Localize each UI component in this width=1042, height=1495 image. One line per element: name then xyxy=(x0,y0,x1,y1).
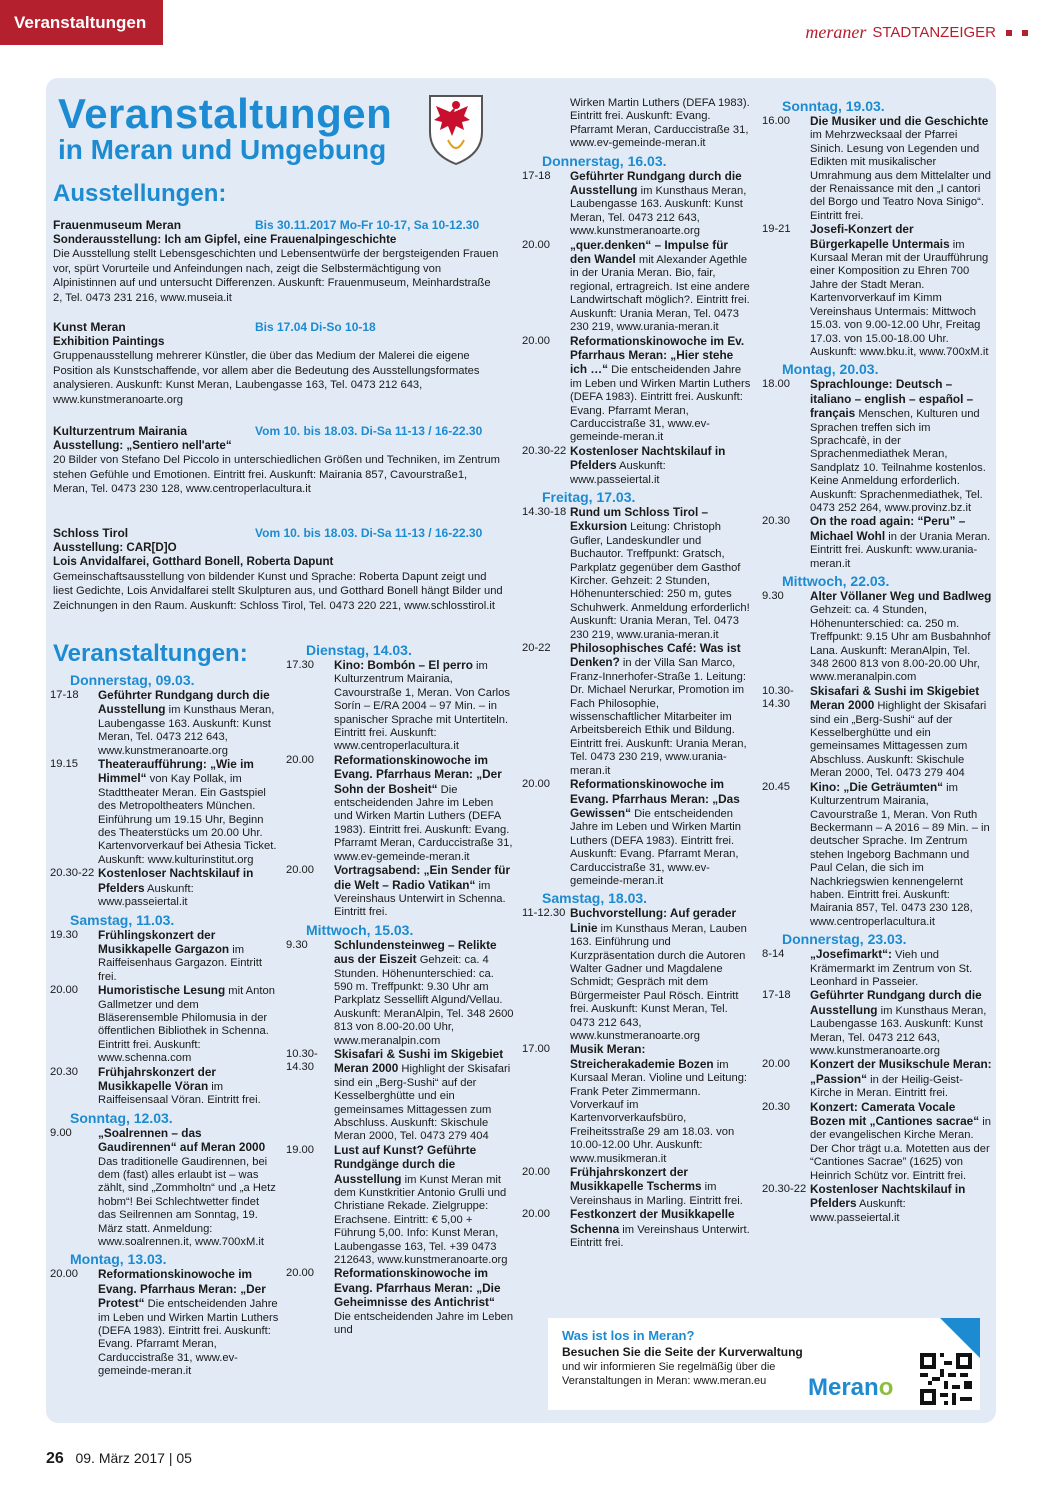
event-title: Skisafari & Sushi im Skigebiet Meran 2000 xyxy=(810,683,980,713)
page-footer xyxy=(46,1450,192,1468)
events-column-1 xyxy=(50,670,280,1379)
event-description xyxy=(570,1208,752,1250)
events-column-2 xyxy=(286,640,514,1338)
issue-date: 09. März 2017 | 05 xyxy=(75,1450,192,1466)
event-item xyxy=(762,223,992,359)
promo-box[interactable] xyxy=(548,1318,980,1410)
event-description xyxy=(570,642,752,778)
event-details: im Kursaal Meran. Violine und Leitung: Frank Peter Zimmermann. Vorverkauf im Kartenvorverkaufsbüro, Freiheitsstraße 29 am 18.03. von 10.00-12.00 Uhr. Auskunft: www.musikmeran.it xyxy=(570,1058,748,1165)
page-title: Veranstaltungen xyxy=(58,90,393,137)
event-title: Reformationskinowoche im Evang. Pfarrhaus Meran: „Die Geheimnisse des Antichrist“ xyxy=(334,1266,501,1310)
event-description xyxy=(810,948,992,989)
event-description xyxy=(98,929,280,985)
event-description xyxy=(570,506,752,642)
event-item xyxy=(286,1267,514,1337)
day-heading: Sonntag, 19.03. xyxy=(782,98,885,114)
exhibitions-heading: Ausstellungen: xyxy=(53,180,227,207)
event-item xyxy=(522,642,752,778)
exhibition-subtitle: Sonderausstellung: Ich am Gipfel, eine Frauenalpingeschichte xyxy=(53,232,397,246)
event-title: Festkonzert der Musikkapelle Schenna xyxy=(570,1207,735,1236)
event-title: Buchvorstellung: Auf gerader Linie xyxy=(570,906,737,935)
event-details: Menschen, Kulturen und Sprachen treffen sich im Sprachcafè, in der Sprachenmediathek Meran, Sandplatz 10. Teilnahme kostenlos. Keine Anmeldung erforderlich. Auskunft: Sprachenmediathek, Tel. 0473 252 264, www.provinz.bz.it xyxy=(810,408,986,514)
event-item xyxy=(50,1127,280,1250)
exhibition-entry xyxy=(53,526,503,613)
event-description xyxy=(334,1144,514,1268)
event-details: Highlight der Skisafari sind ein „Berg-Sushi“ auf der Kesselberghütte und ein gemeinsames Mittagessen zum Abschluss. Auskunft: Skischule Meran 2000, Tel. 0473 279 404 xyxy=(334,1063,511,1143)
event-description xyxy=(810,1058,992,1100)
event-details: Auskunft: www.passeiertal.it xyxy=(570,460,666,486)
promo-text: und wir informieren Sie regelmäßig über die Veranstaltungen in Meran: www.meran.eu xyxy=(562,1361,776,1387)
event-description xyxy=(334,659,514,754)
event-item xyxy=(762,1058,992,1100)
event-description xyxy=(98,1268,280,1378)
event-description xyxy=(810,378,992,515)
exhibition-subtitle: Lois Anvidalfarei, Gotthard Bonell, Roberta Dapunt xyxy=(53,555,334,568)
event-details: Auskunft: www.passeiertal.it xyxy=(810,1198,906,1224)
event-time: 20.30 xyxy=(762,515,790,528)
event-title: „Soalrennen – das Gaudirennen“ auf Meran 2000 xyxy=(98,1125,266,1155)
exhibition-entry xyxy=(53,218,503,305)
event-time: 9.30 xyxy=(762,590,784,602)
exhibition-date: Vom 10. bis 18.03. Di-Sa 11-13 / 16-22.30 xyxy=(255,526,483,540)
event-details: Leitung: Christoph Gufler, Landeskundler und Buchautor. Treffpunkt: Gratsch, Parkplatz gegenüber dem Gasthof Kircher. Gehzeit: 2 Stunden, Höhenunterschied: 250 m, gutes Schuhwerk. Anmeldung erforderlich! Auskunft: Urania Meran, Tel. 0473 230 219, www.urania-meran.it xyxy=(570,521,750,641)
event-details: im Vereinshaus Unterwirt. Eintritt frei. xyxy=(570,1223,750,1250)
event-item xyxy=(286,864,514,920)
event-time: 19.15 xyxy=(50,758,78,771)
event-title: Reformationskinowoche im Evang. Pfarrhaus Meran: „Der Protest“ xyxy=(98,1267,266,1311)
event-description xyxy=(810,1101,992,1183)
event-description xyxy=(810,590,992,685)
event-description xyxy=(570,170,752,239)
event-title: Geführter Rundgang durch die Ausstellung xyxy=(810,988,982,1017)
event-time: 20.00 xyxy=(286,753,314,766)
event-time: 17.00 xyxy=(522,1043,550,1056)
event-description xyxy=(98,1127,280,1250)
event-details: im Vereinshaus in Marling. Eintritt frei. xyxy=(570,1181,743,1207)
event-details: Die entscheidenden Jahre im Leben und Wirken Martin Luthers (DEFA 1983). Eintritt frei. Auskunft: Evang. Pfarramt Meran, Carduccistraße 31, www.ev-gemeinde-meran.it xyxy=(570,807,741,887)
event-description xyxy=(570,96,752,151)
event-item xyxy=(522,778,752,888)
page-subtitle: in Meran und Umgebung xyxy=(58,134,387,165)
event-item xyxy=(522,239,752,335)
event-title: Kostenloser Nachtskilauf in Pfelders xyxy=(570,443,726,473)
day-heading: Montag, 13.03. xyxy=(70,1251,167,1268)
day-heading: Mittwoch, 15.03. xyxy=(306,921,414,938)
event-item xyxy=(762,989,992,1058)
event-time: 19.30 xyxy=(50,928,78,941)
event-item xyxy=(762,1183,992,1225)
event-time: 14.30-18 xyxy=(522,505,567,518)
event-title: Sprachlounge: Deutsch – italiano – english – español – français xyxy=(810,377,974,421)
event-details: Wirken Martin Luthers (DEFA 1983). Eintritt frei. Auskunft: Evang. Pfarramt Meran, Carduccistraße 31, www.ev-gemeinde-meran.it xyxy=(570,97,750,150)
event-item xyxy=(522,1043,752,1166)
day-heading: Freitag, 17.03. xyxy=(542,488,636,505)
event-details: im Raiffeisenhaus Gargazon. Eintritt frei. xyxy=(98,943,262,983)
event-details: Highlight der Skisafari sind ein „Berg-Sushi“ auf der Kesselberghütte und ein gemeinsames Mittagessen zum Abschluss. Auskunft: Skischule Meran 2000, Tel. 0473 279 404 xyxy=(810,700,987,780)
event-title: Geführter Rundgang durch die Ausstellung xyxy=(98,688,270,717)
event-description xyxy=(570,778,752,888)
event-description xyxy=(810,1183,992,1225)
event-details: Die entscheidenden Jahre im Leben und Wirken Martin Luthers (DEFA 1983). Eintritt frei. Auskunft: Evang. Pfarramt Meran, Carduccistraße 31, www.ev-gemeinde-meran.it xyxy=(334,783,513,863)
event-item xyxy=(50,1066,280,1108)
event-time: 20.00 xyxy=(522,334,550,347)
event-details: im Kursaal Meran mit der Uraufführung einer Komposition zu Ehren 700 Jahre der Stadt Meran. Kartenvorverkauf im Kimm Vereinshaus Untermais: Mittwoch 15.03. von 9.00-12.00 Uhr, Freitag 17.03. von 15.00-18.00 Uhr. Auskunft: www.bku.it, www.700xM.it xyxy=(810,238,989,358)
event-title: Reformationskinowoche im Evang. Pfarrhaus Meran: „Der Sohn der Bosheit“ xyxy=(334,752,502,796)
event-details: Gehzeit: ca. 4 Stunden. Höhenunterschied: ca. 590 m. Treffpunkt: 9.30 Uhr am Parkplatz Sessellift Algund/Vellau. Auskunft: MeranAlpin, Tel. 348 2600 813 von 8.00-20.00 Uhr, www.meranalpin.com xyxy=(334,954,514,1047)
day-heading: Montag, 20.03. xyxy=(782,361,879,378)
event-time: 9.30 xyxy=(286,938,308,951)
event-description xyxy=(570,445,752,487)
events-column-3 xyxy=(522,96,752,1251)
event-item xyxy=(762,590,992,685)
day-heading: Sonntag, 12.03. xyxy=(70,1109,173,1126)
exhibition-subtitle: Exhibition Paintings xyxy=(53,334,165,348)
event-item xyxy=(522,907,752,1043)
event-item xyxy=(762,1101,992,1183)
event-title: Konzert: Camerata Vocale Bozen mit „Cantiones sacrae“ xyxy=(810,1099,980,1129)
event-item xyxy=(762,378,992,515)
event-title: Rund um Schloss Tirol – Exkursion xyxy=(570,504,709,534)
event-details: Das traditionelle Gaudirennen, bei dem (fast) alles erlaubt ist – was zählt, sind „Zommholtn“ und „a Hetz hobm“! Bei Schlechtwetter findet das Seilrennen am Sonntag, 19. März statt. Anmeldung: www.soalrennen.it, www.700xM.it xyxy=(98,1155,276,1249)
event-title: Humoristische Lesung xyxy=(98,983,226,998)
event-details: Auskunft: www.passeiertal.it xyxy=(98,882,194,909)
event-description xyxy=(570,239,752,335)
event-title: Josefi-Konzert der Bürgerkapelle Untermais xyxy=(810,222,950,251)
event-details: mit Alexander Agethle in der Urania Meran. Bio, fair, regional, ertragreich. Ist eine andere Landwirtschaft möglich?. Eintritt frei. Auskunft: Urania Meran, Tel. 0473 230 219, www.urania-meran.it xyxy=(570,254,750,334)
event-time: 20.00 xyxy=(50,984,78,997)
event-time: 17-18 xyxy=(762,989,791,1002)
event-time: 20.30-22 xyxy=(50,867,95,880)
event-time xyxy=(522,96,570,151)
promo-question: Was ist los in Meran? xyxy=(562,1328,695,1343)
brand-subname: STADTANZEIGER xyxy=(872,24,996,41)
event-time: 20.00 xyxy=(286,1267,314,1280)
event-details: im Kunsthaus Meran, Laubengasse 163. Auskunft: Kunst Meran, Tel. 0473 212 643, www.kunstmeranoarte.org xyxy=(570,185,747,238)
event-details: im Kunsthaus Meran, Laubengasse 163. Auskunft: Kunst Meran, Tel. 0473 212 643, www.kunstmeranoarte.org xyxy=(810,1004,987,1057)
event-details: mit Anton Gallmetzer und dem Bläserensemble Philomusia in der öffentlichen Bibliothek in Schenna. Eintritt frei. Auskunft: www.schenna.com xyxy=(98,985,275,1065)
event-description xyxy=(98,984,280,1065)
event-item xyxy=(286,939,514,1048)
event-item xyxy=(50,1268,280,1378)
event-description xyxy=(570,1043,752,1166)
event-item xyxy=(50,929,280,985)
event-details: Gehzeit: ca. 4 Stunden, Höhenunterschied: ca. 250 m. Treffpunkt: 9.15 Uhr am Busbahnhof Lana. Auskunft: MeranAlpin, Tel. 348 2600 813 von 8.00-20.00 Uhr, www.meranalpin.com xyxy=(810,604,991,684)
day-heading: Donnerstag, 16.03. xyxy=(542,152,667,169)
event-time: 10.30-14.30 xyxy=(286,1047,318,1074)
event-details: in der Urania Meran. Eintritt frei. Auskunft: www.urania-meran.it xyxy=(810,530,991,570)
event-item xyxy=(762,115,992,223)
day-heading: Samstag, 18.03. xyxy=(542,890,648,907)
logo-text: Meran xyxy=(808,1374,879,1401)
event-time: 20.30-22 xyxy=(522,444,567,457)
brand-name: meraner xyxy=(805,22,867,42)
event-time: 20.00 xyxy=(286,864,314,877)
event-details: Die entscheidenden Jahre im Leben und Wirken Martin Luthers (DEFA 1983). Eintritt frei. Auskunft: Evang. Pfarramt Meran, Carduccistraße 31, www.ev-gemeinde-meran.it xyxy=(98,1298,279,1378)
event-time: 20.00 xyxy=(522,778,550,791)
event-time: 19.00 xyxy=(286,1143,314,1156)
event-title: Geführter Rundgang durch die Ausstellung xyxy=(570,168,742,198)
day-heading: Donnerstag, 23.03. xyxy=(782,931,907,948)
event-description xyxy=(334,864,514,920)
event-item xyxy=(522,96,752,151)
event-description xyxy=(810,515,992,571)
event-time: 20.30 xyxy=(50,1065,78,1078)
event-item xyxy=(286,659,514,754)
event-time: 17-18 xyxy=(50,689,79,701)
day-heading: Donnerstag, 09.03. xyxy=(70,672,195,688)
events-column-4 xyxy=(762,96,992,1225)
event-title: Frühjahrskonzert der Musikkapelle Vöran xyxy=(98,1064,216,1093)
event-title: Kostenloser Nachtskilauf in Pfelders xyxy=(98,866,254,895)
event-time: 20.30-22 xyxy=(762,1183,807,1196)
events-heading: Veranstaltungen: xyxy=(53,640,248,667)
event-title: Konzert der Musikschule Meran: „Passion“ xyxy=(810,1057,992,1086)
event-description xyxy=(570,1166,752,1208)
event-details: von Kay Pollak, im Stadttheater Meran. Ein Gastspiel des Metropoltheaters München. Einführung um 19.15 Uhr, Beginn des Theaterstücks um 20.00 Uhr. Kartenvorverkauf bei Athesia Ticket. Auskunft: www.kulturinstitut.org xyxy=(98,773,277,866)
event-item xyxy=(762,515,992,571)
event-time: 20.00 xyxy=(762,1058,790,1071)
brand-square-icon xyxy=(1006,30,1012,36)
event-time: 20-22 xyxy=(522,642,551,655)
qr-code-icon[interactable] xyxy=(920,1353,972,1405)
event-title: Alter Völlaner Weg und Badlweg xyxy=(810,589,992,603)
event-details: in der evangelischen Kirche Meran. Der Chor trägt u.a. Motetten aus der “Cantiones Sacrae” (1625) von Heinrich Schütz vor. Eintritt frei. xyxy=(810,1116,991,1182)
event-description xyxy=(810,115,992,223)
event-time: 20.45 xyxy=(762,780,790,793)
event-description xyxy=(98,689,280,758)
exhibition-text: Gemeinschaftsausstellung von bildender Kunst und Sprache: Roberta Dapunt zeigt und liest Gedichte, Lois Anvidalfarei stellt Skulpturen aus, und Gotthard Bonell hängt Bilder und Zeichnungen in den Raum. Auskunft: Schloss Tirol, Tel. 0473 220 221, www.schlosstirol.it xyxy=(53,570,503,612)
event-title: On the road again: “Peru” – Michael Wohl xyxy=(810,514,966,543)
event-title: Frühjahrskonzert der Musikkapelle Tscherms xyxy=(570,1165,702,1194)
event-item xyxy=(286,754,514,864)
tyrol-eagle-crest-icon xyxy=(426,92,486,166)
event-details: Die entscheidenden Jahre im Leben und Wirken Martin Luthers (DEFA 1983). Eintritt frei. Auskunft: Evang. Pfarramt Meran, Carduccistraße 31, www.ev-gemeinde-meran.it xyxy=(570,364,751,444)
exhibition-title: Kunst Meran xyxy=(53,320,126,334)
event-details: im Raiffeisensaal Vöran. Eintritt frei. xyxy=(98,1080,261,1107)
event-item xyxy=(522,335,752,445)
exhibition-text: 20 Bilder von Stefano Del Piccolo in unterschiedlichen Größen und Techniken, im Zentrum stehen Gefühle und Emotionen. Eintritt frei. Auskunft: Mairania 857, Cavourstraße1, Meran, Tel. 0473 230 128, www.centroperlacultura.it xyxy=(53,454,500,495)
day-heading: Dienstag, 14.03. xyxy=(306,642,412,658)
event-description xyxy=(334,939,514,1048)
merano-logo xyxy=(808,1374,893,1402)
event-details: Vieh und Krämermarkt im Zentrum von St. Leonhard in Passeier. xyxy=(810,949,973,988)
event-details: im Kunsthaus Meran, Laubengasse 163. Auskunft: Kunst Meran, Tel. 0473 212 643, www.kunstmeranoarte.org xyxy=(98,704,275,757)
event-item xyxy=(762,948,992,989)
event-title: Lust auf Kunst? Geführte Rundgänge durch die Ausstellung xyxy=(334,1142,477,1186)
event-details: im Kunsthaus Meran, Lauben 163. Einführung und Kurzpräsentation durch die Autoren Walter Gadner und Magdalene Schmidt; Gespräch mit dem Bürgermeister Paul Rösch. Eintritt frei. Auskunft: Kunst Meran, Tel. 0473 212 643, www.kunstmeranoarte.org xyxy=(570,922,747,1042)
exhibition-title: Schloss Tirol xyxy=(53,526,129,540)
event-item xyxy=(762,685,992,781)
event-item xyxy=(522,1166,752,1208)
event-time: 17-18 xyxy=(522,169,551,182)
event-title: Theateraufführung: „Wie im Himmel“ xyxy=(98,757,254,786)
event-description xyxy=(334,754,514,864)
event-time: 20.00 xyxy=(522,1166,550,1179)
exhibition-title: Frauenmuseum Meran xyxy=(53,218,182,232)
event-time: 10.30-14.30 xyxy=(762,684,794,711)
day-heading: Samstag, 11.03. xyxy=(70,911,175,928)
event-description xyxy=(570,907,752,1043)
event-item xyxy=(50,867,280,909)
event-title: Vortragsabend: „Ein Sender für die Welt – Radio Vatikan“ xyxy=(334,863,511,892)
event-description xyxy=(98,867,280,909)
exhibition-text: Gruppenausstellung mehrerer Künstler, die über das Medium der Malerei die eigene Position als Kunstschaffende, vor allem aber die Bedeutung des Ausstellungsformates analysieren. Auskunft: Kunst Meran, Laubengasse 163, Tel. 0473 212 643, www.kunstmeranoarte.org xyxy=(53,350,480,406)
event-title: Die Musiker und die Geschichte xyxy=(810,114,989,128)
event-item xyxy=(762,781,992,929)
event-title: „Josefimarkt“: xyxy=(810,947,892,962)
event-time: 17.30 xyxy=(286,659,314,671)
event-details: im Kulturzentrum Mairania, Cavourstraße 1, Meran. Von Ruth Beckermann – A 2016 – 89 Min. – in deutscher Sprache. Im Zentrum stehen Ingeborg Bachmann und Paul Celan, die sich im Nachkriegswien kennengelernt haben. Eintritt frei. Auskunft: Mairania 857, Tel. 0473 230 128, www.centroperlacultura.it xyxy=(810,781,990,928)
event-details: im Mehrzwecksaal der Pfarrei Sinich. Lesung von Legenden und Edikten mit musikalischer Umrahmung aus dem Mittelalter und der Renaissance mit den „I cantori del Borgo und Teatro Nova Sinigo“. Eintritt frei. xyxy=(810,129,991,222)
exhibition-entry xyxy=(53,424,503,497)
promo-line: Besuchen Sie die Seite der Kurverwaltung xyxy=(562,1345,803,1359)
event-title: Schlundensteinweg – Relikte aus der Eiszeit xyxy=(334,937,497,967)
day-heading: Mittwoch, 22.03. xyxy=(782,573,890,589)
event-title: Kino: „Die Geträumten“ xyxy=(810,779,944,794)
event-item xyxy=(522,1208,752,1250)
event-details: in der Heilig-Geist-Kirche in Meran. Eintritt frei. xyxy=(810,1073,963,1100)
event-description xyxy=(98,1066,280,1108)
event-title: Kino: Bombón – El perro xyxy=(334,658,473,672)
brand-square-icon xyxy=(1022,30,1028,36)
event-description xyxy=(570,335,752,445)
event-time: 20.00 xyxy=(522,1208,550,1221)
event-time: 20.00 xyxy=(522,238,550,251)
exhibition-date: Bis 17.04 Di-So 10-18 xyxy=(255,320,376,334)
exhibition-text: Die Ausstellung stellt Lebensgeschichten und Lebensentwürfe der bergsteigenden Frauen vor, spürt Vorurteile und Anfeindungen nach, zeigt die Selbstermächtigung von Alpinistinnen auf und untersucht Differenzen. Auskunft: Frauenmuseum, Meinhardstraße 2, Tel. 0473 231 216, www.museia.it xyxy=(53,248,499,304)
event-description xyxy=(334,1267,514,1337)
event-title: Frühlingskonzert der Musikkapelle Gargazon xyxy=(98,927,230,956)
event-item xyxy=(522,445,752,487)
event-time: 20.30 xyxy=(762,1100,790,1113)
event-details: in der Villa San Marco, Franz-Innerhofer-Straße 1. Leitung: Dr. Michael Nerurkar, Promotion im Fach Philosophie, wissenschaftlicher Mitarbeiter im Arbeitsbereich Ethik und Bildung. Eintritt frei. Auskunft: Urania Meran, Tel. 0473 230 219, www.urania-meran.it xyxy=(570,657,747,777)
event-description xyxy=(810,685,992,781)
event-title: Skisafari & Sushi im Skigebiet Meran 2000 xyxy=(334,1046,504,1076)
event-title: Reformationskinowoche im Ev. Pfarrhaus Meran: „Hier stehe ich …“ xyxy=(570,333,745,377)
event-time: 19-21 xyxy=(762,223,791,236)
event-item xyxy=(286,1144,514,1268)
event-details: im Vereinshaus Unterwirt in Schenna. Eintritt frei. xyxy=(334,879,506,919)
event-time: 11-12.30 xyxy=(522,907,566,920)
event-description xyxy=(810,781,992,929)
event-description xyxy=(810,989,992,1058)
exhibition-subtitle: Ausstellung: CAR[D]O xyxy=(53,540,177,554)
event-time: 16.00 xyxy=(762,115,790,127)
event-title: Philosophisches Café: Was ist Denken? xyxy=(570,641,741,670)
exhibition-title: Kulturzentrum Mairania xyxy=(53,424,188,438)
event-details: im Kulturzentrum Mairania, Cavourstraße 1, Meran. Von Carlos Sorín – E/RA 2004 – 97 Min. – in spanischer Sprache mit Untertiteln. Eintritt frei. Auskunft: www.centroperlacultura.it xyxy=(334,660,510,753)
exhibition-date: Vom 10. bis 18.03. Di-Sa 11-13 / 16-22.30 xyxy=(255,424,483,438)
section-tab: Veranstaltungen xyxy=(0,0,163,45)
event-details: Die entscheidenden Jahre im Leben und xyxy=(334,1310,514,1337)
event-description xyxy=(98,758,280,867)
publication-brand xyxy=(805,22,1028,43)
event-title: Reformationskinowoche im Evang. Pfarrhaus Meran: „Das Gewissen“ xyxy=(570,777,740,820)
page-number: 26 xyxy=(46,1450,64,1467)
event-item xyxy=(50,689,280,758)
event-time: 8-14 xyxy=(762,948,785,961)
event-item xyxy=(286,1048,514,1144)
event-item xyxy=(522,170,752,239)
event-time: 9.00 xyxy=(50,1126,72,1139)
event-item xyxy=(50,758,280,867)
exhibition-date: Bis 30.11.2017 Mo-Fr 10-17, Sa 10-12.30 xyxy=(255,218,480,232)
event-item xyxy=(50,984,280,1065)
event-time: 18.00 xyxy=(762,378,790,391)
event-title: Kostenloser Nachtskilauf in Pfelders xyxy=(810,1182,966,1211)
corner-arrow-icon xyxy=(940,1318,980,1358)
logo-o: o xyxy=(878,1374,894,1401)
exhibition-subtitle: Ausstellung: „Sentiero nell'arte“ xyxy=(53,438,232,452)
event-title: „quer.denken“ – Impulse für den Wandel xyxy=(570,237,728,267)
exhibition-entry xyxy=(53,320,503,407)
event-details: im Kunst Meran mit dem Kunstkritier Antonio Grulli und Christiane Rekade. Zielgruppe: Erachsene. Eintritt: € 5,00 + Führung 5,00. Info: Kunst Meran, Laubengasse 163, Tel. +39 0473 212643, www.kunstmeranoarte.org xyxy=(334,1173,508,1267)
event-description xyxy=(810,223,992,359)
event-title: Musik Meran: Streicherakademie Bozen xyxy=(570,1042,714,1071)
event-item xyxy=(522,506,752,642)
event-description xyxy=(334,1048,514,1144)
event-time: 20.00 xyxy=(50,1268,78,1281)
